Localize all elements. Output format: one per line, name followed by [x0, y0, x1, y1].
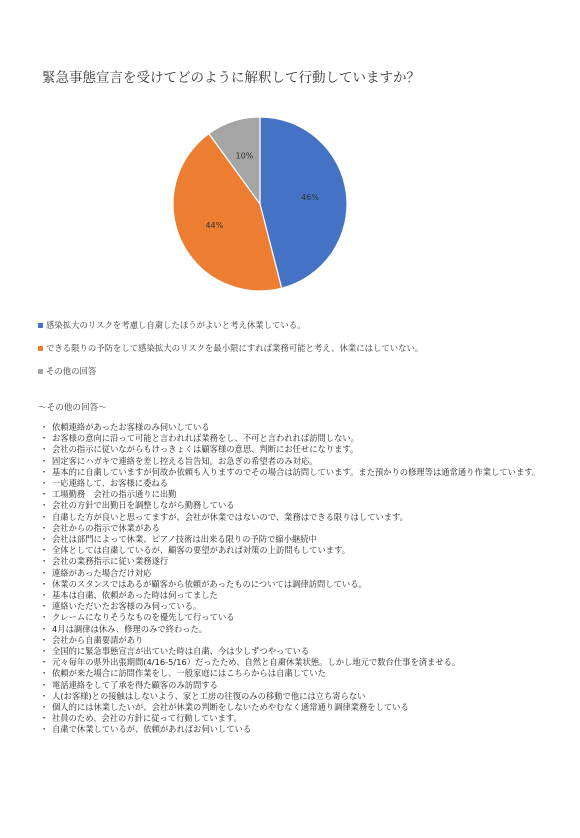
legend-swatch [38, 346, 43, 351]
chart-title: 緊急事態宣言を受けてどのように解釈して行動していますか？ [42, 70, 420, 86]
other-answer-item: ・ 電話連絡をして了承を得た顧客のみ訪問する [44, 680, 568, 691]
other-answer-item: ・ 自粛で休業しているが、依頼があればお伺いしている [44, 724, 568, 735]
other-answers-list [44, 422, 568, 736]
other-answer-item: ・ 連絡いただいたお客様のみ伺っている。 [44, 601, 568, 612]
legend-item [38, 365, 558, 377]
other-answer-item: ・ お客様の意向に沿って可能と言われれば業務をし、不可と言われれば訪問しない。 [44, 433, 568, 444]
other-answer-item: ・ 会社から自粛要請があり [44, 635, 568, 646]
pie-data-label: 44% [205, 220, 224, 230]
other-answer-item: ・ 人(お客様)との接触はしないよう、家と工房の往復のみの移動で他には立ち寄らない [44, 691, 568, 702]
other-answer-item: ・ 固定客にハガキで連絡を差し控える旨告知。お急ぎの希望者のみ対応。 [44, 456, 568, 467]
other-answer-item: ・ 会社は部門によって休業、ピアノ技術は出来る限りの予防で縮小継続中 [44, 534, 568, 545]
other-answer-item: ・ 個人的には休業したいが、会社が休業の判断をしないためやむなく通常通り調律業務をしている [44, 702, 568, 713]
pie-chart [160, 104, 360, 304]
other-answer-item: ・ 依頼連絡があったお客様のみ伺いしている [44, 422, 568, 433]
legend [38, 319, 558, 388]
legend-item [38, 319, 558, 331]
legend-swatch [38, 369, 43, 374]
other-answer-item: ・ 依頼が来た場合に訪問作業をし、一般家庭にはこちらからは自粛していた [44, 668, 568, 679]
other-answer-item: ・ 会社からの指示で休業がある [44, 523, 568, 534]
legend-swatch [38, 323, 43, 328]
legend-item [38, 342, 558, 354]
other-answer-item: ・ 自粛した方が良いと思ってますが、会社が休業ではないので、業務はできる限りはしています。 [44, 512, 568, 523]
legend-label: その他の回答 [46, 366, 97, 376]
other-answer-item: ・ 会社の指示に従いながらもけっきょくは顧客様の意思、判断にお任せになります。 [44, 444, 568, 455]
other-answers-section [38, 401, 568, 736]
other-answer-item: ・ 基本は自粛、依頼があった時は伺ってました [44, 590, 568, 601]
other-answer-item: ・ 会社の方針で出勤日を調整しながら勤務している [44, 500, 568, 511]
pie-data-label: 10% [235, 151, 254, 161]
legend-label: 感染拡大のリスクを考慮し自粛したほうがよいと考え休業している。 [46, 320, 306, 330]
other-answer-item: ・ 休業のスタンスではあるが顧客から依頼があったものについては調律訪問している。 [44, 579, 568, 590]
other-answer-item: ・ 会社の業務指示に従い業務遂行 [44, 556, 568, 567]
other-answer-item: ・ 全体としては自粛しているが、顧客の要望があれば対策の上訪問もしています。 [44, 545, 568, 556]
other-answer-item: ・ 4月は調律は休み、修理のみで終わった。 [44, 624, 568, 635]
legend-label: できる限りの予防をして感染拡大のリスクを最小限にすれば業務可能と考え、休業にはしていない。 [46, 343, 424, 353]
other-answer-item: ・ 連絡があった場合だけ対応 [44, 568, 568, 579]
other-answer-item: ・ 一応連絡して、お客様に委ねる [44, 478, 568, 489]
other-answer-item: ・ クレームになりそうなものを優先して行っている [44, 612, 568, 623]
other-answer-item: ・ 工場勤務 会社の指示通りに出勤 [44, 489, 568, 500]
other-answer-item: ・ 全国的に緊急事態宣言が出ていた時は自粛、今は少しずつやっている [44, 646, 568, 657]
other-answer-item: ・ 社員のため、会社の方針に従って行動しています。 [44, 713, 568, 724]
other-answer-item: ・ 基本的に自粛していますが何故か依頼も入りますのでその場合は訪問しています。また預かりの修理等は通常通り作業しています。 [44, 467, 568, 478]
pie-data-label: 46% [301, 193, 319, 203]
other-answers-heading: 〜その他の回答〜 [38, 403, 107, 413]
other-answer-item: ・ 元々毎年の県外出張期間(4/16-5/16）だったため、自然と自粛休業状態。しかし地元で数台仕事を済ませる。 [44, 657, 568, 668]
